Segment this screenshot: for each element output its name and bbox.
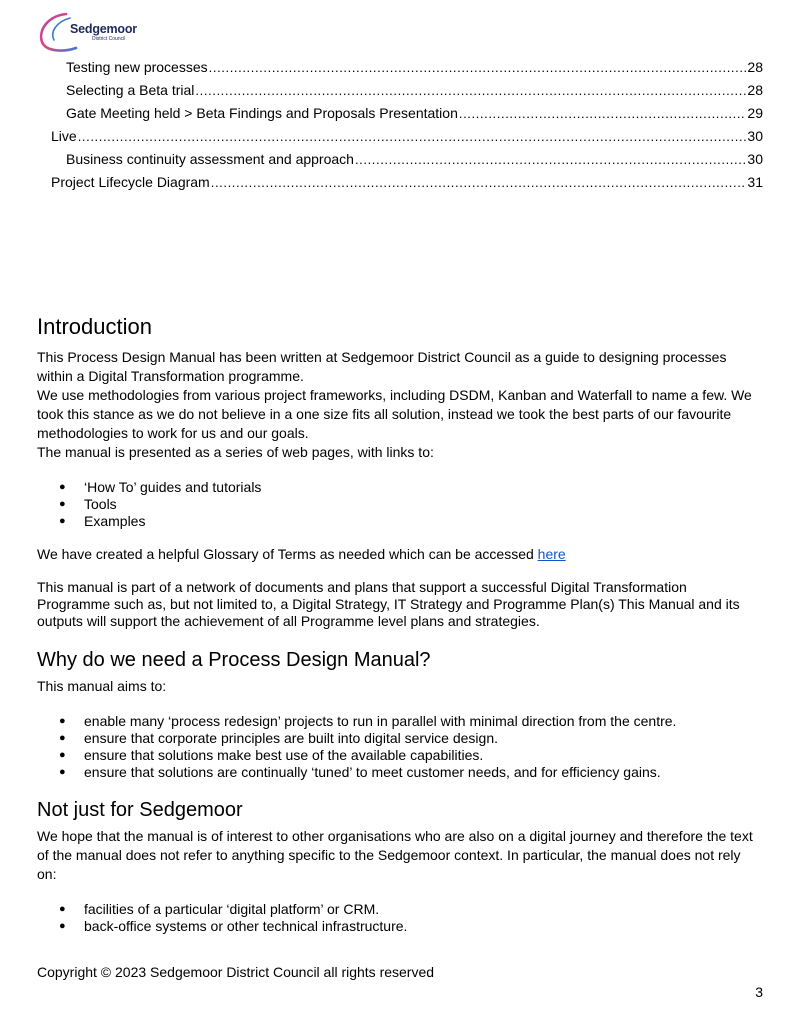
not-just-bullet-list [37, 901, 763, 935]
toc-entry-page: 30 [747, 128, 763, 144]
toc-entry-title: Testing new processes [66, 59, 208, 75]
list-item: ● ensure that corporate principles are built into digital service design. [84, 730, 763, 747]
toc-entry[interactable] [51, 173, 763, 192]
not-just-heading: Not just for Sedgemoor [37, 799, 243, 821]
not-just-paragraph: We hope that the manual is of interest to other organisations who are also on a digital journey and therefore the text of the manual does not refer to anything specific to the Sedgemoor context. In particular, the manual does not rely on: [37, 828, 753, 882]
glossary-link[interactable]: here [537, 546, 566, 562]
toc-entry-title: Live [51, 128, 77, 144]
list-item: ● Examples [84, 513, 763, 530]
toc-entry-page: 28 [747, 82, 763, 98]
glossary-paragraph [37, 545, 763, 564]
toc-entry[interactable] [66, 81, 763, 100]
list-item: ● enable many ‘process redesign’ projects to run in parallel with minimal direction from the centre. [84, 713, 763, 730]
intro-paragraph: This Process Design Manual has been written at Sedgemoor District Council as a guide to designing processes within a Digital Transformation programme. [37, 349, 727, 384]
toc-entry[interactable] [66, 150, 763, 169]
why-heading: Why do we need a Process Design Manual? [37, 649, 431, 671]
list-item: ● ‘How To’ guides and tutorials [84, 479, 763, 496]
introduction-heading: Introduction [37, 314, 152, 339]
list-item: ● ensure that solutions are continually ‘tuned’ to meet customer needs, and for efficiency gains. [84, 764, 763, 781]
page-number: 3 [755, 984, 763, 1000]
list-item: ● facilities of a particular ‘digital platform’ or CRM. [84, 901, 763, 918]
toc-entry-page: 31 [747, 174, 763, 190]
intro-bullet-list [37, 479, 763, 530]
list-item: ● back-office systems or other technical infrastructure. [84, 918, 763, 935]
toc-entry-title: Selecting a Beta trial [66, 82, 195, 98]
intro-paragraph: This manual is part of a network of documents and plans that support a successful Digital Transformation Programme such as, but not limited to, a Digital Strategy, IT Strategy and Programme Plan(s) This Manual and its outputs will support the achievement of all Programme level plans and strategies. [37, 579, 740, 629]
glossary-text: We have created a helpful Glossary of Terms as needed which can be accessed [37, 546, 538, 562]
toc-entry[interactable] [66, 58, 763, 77]
toc-entry-title: Business continuity assessment and approach [66, 151, 354, 167]
toc-entry-title: Project Lifecycle Diagram [51, 174, 210, 190]
toc-entry-page: 30 [747, 151, 763, 167]
toc-entry-page: 29 [747, 105, 763, 121]
toc-entry[interactable] [66, 104, 763, 123]
logo-text: Sedgemoor [70, 22, 137, 36]
toc-entry-page: 28 [747, 59, 763, 75]
document-body [37, 312, 763, 935]
why-bullet-list [37, 713, 763, 781]
copyright-footer: Copyright © 2023 Sedgemoor District Council all rights reserved [37, 964, 435, 980]
toc-entry-title: Gate Meeting held > Beta Findings and Proposals Presentation [66, 105, 458, 121]
list-item: ● ensure that solutions make best use of the available capabilities. [84, 747, 763, 764]
list-item: ● Tools [84, 496, 763, 513]
logo-subtext: District Council [92, 36, 126, 42]
toc-entry[interactable] [51, 127, 763, 146]
intro-paragraph: We use methodologies from various project frameworks, including DSDM, Kanban and Waterfall to name a few. We took this stance as we do not believe in a one size fits all solution, instead we took the best parts of our favourite methodologies to work for us and our goals. [37, 387, 752, 441]
intro-paragraph: The manual is presented as a series of web pages, with links to: [37, 444, 434, 460]
why-lead: This manual aims to: [37, 678, 167, 694]
